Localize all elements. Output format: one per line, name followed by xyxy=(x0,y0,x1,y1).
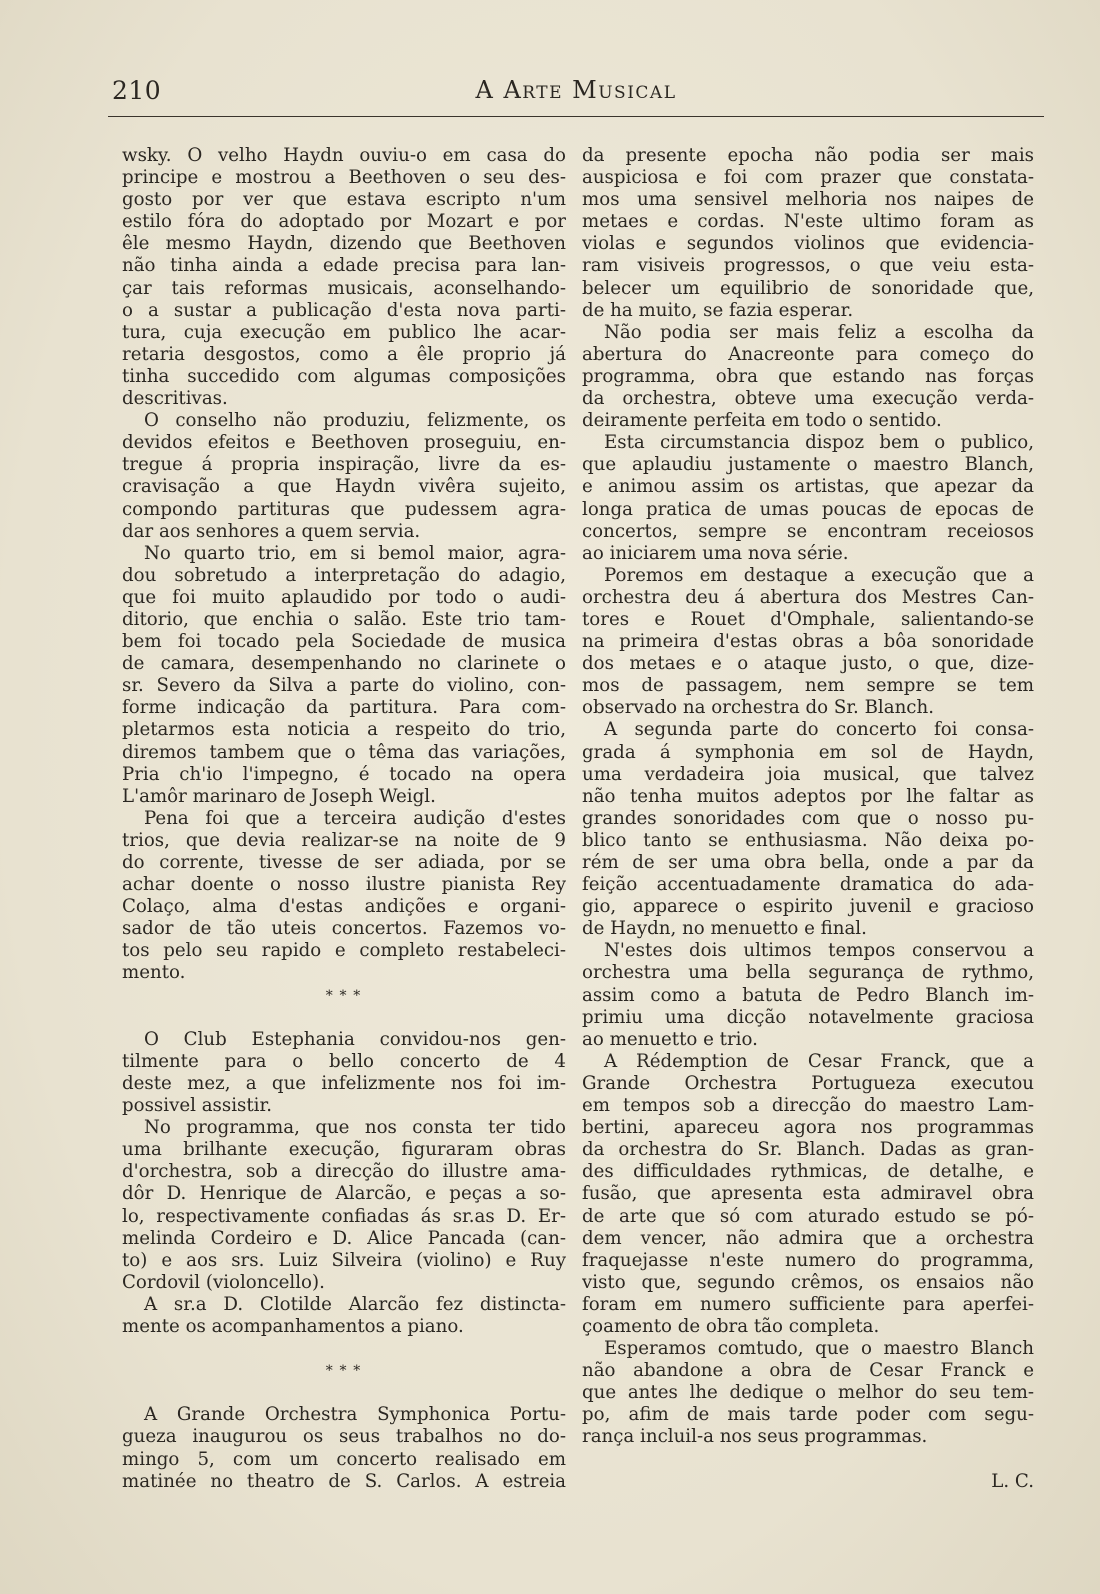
text-line: forme indicação da partitura. Para com- xyxy=(122,697,566,719)
text-line: deste mez, a que infelizmente nos foi im- xyxy=(122,1072,566,1094)
text-line: dôr D. Henrique de Alarcão, e peças a so- xyxy=(122,1183,566,1205)
text-line: Pena foi que a terceira audição d'estes xyxy=(144,807,566,829)
text-line: rém de ser uma obra bella, onde a par da xyxy=(582,852,1034,873)
text-line: pletarmos esta noticia a respeito do trio, xyxy=(122,719,566,741)
text-line: compondo partituras que pudessem agra- xyxy=(122,498,566,520)
text-line: na primeira d'estas obras a bôa sonoridade xyxy=(582,631,1034,653)
blank-line xyxy=(122,1338,566,1360)
text-line: descritivas. xyxy=(122,388,228,410)
text-line: da orchestra, obteve uma execução verda- xyxy=(582,388,1034,410)
text-line: programma, obra que estando nas forças xyxy=(582,365,1034,387)
text-line: devidos efeitos e Beethoven proseguiu, en- xyxy=(122,432,566,454)
text-line: mento. xyxy=(122,962,186,984)
blank-line xyxy=(582,1449,1034,1471)
text-line: e animou assim os artistas, que apezar da xyxy=(582,476,1034,498)
text-line: L'amôr marinaro de Joseph Weigl. xyxy=(122,785,436,807)
text-line: fraquejasse n'este numero do programma, xyxy=(582,1249,1034,1271)
text-line: ao iniciarem uma nova série. xyxy=(582,542,849,564)
text-line: Grande Orchestra Portugueza executou xyxy=(582,1072,1034,1094)
text-line: lo, respectivamente confiadas ás sr.as D. Er- xyxy=(122,1205,566,1227)
page-number: 210 xyxy=(112,76,162,105)
text-line: tinha succedido com algumas composições xyxy=(122,365,566,387)
text-line: rança incluil-a nos seus programmas. xyxy=(582,1426,928,1448)
text-line: de arte que só com aturado estudo se pó- xyxy=(582,1205,1034,1227)
text-line: retaria desgostos, como a êle proprio já xyxy=(122,343,566,365)
text-line: gosto por ver que estava escripto n'um xyxy=(122,189,566,211)
text-line: observado na orchestra do Sr. Blanch. xyxy=(582,697,934,719)
text-line: matinée no theatro de S. Carlos. A estreia xyxy=(122,1470,566,1492)
text-line: êle mesmo Haydn, dizendo que Beethoven xyxy=(122,233,566,255)
text-line: orchestra deu á abertura dos Mestres Can- xyxy=(582,586,1034,608)
text-line: concertos, sempre se encontram receiosos xyxy=(582,520,1034,542)
text-line: Pria ch'io l'impegno, é tocado na opera xyxy=(122,763,566,785)
text-line: assim como a batuta de Pedro Blanch im- xyxy=(582,984,1034,1006)
text-line: em tempos sob a direcção do maestro Lam- xyxy=(582,1095,1034,1117)
text-line: orchestra uma bella segurança de rythmo, xyxy=(582,962,1034,984)
text-line: sador de tão uteis concertos. Fazemos vo- xyxy=(122,918,566,940)
text-line: dem vencer, não admira que a orchestra xyxy=(582,1227,1034,1249)
text-line: A Grande Orchestra Symphonica Portu- xyxy=(144,1404,566,1426)
text-line: Poremos em destaque a execução que a xyxy=(604,564,1034,586)
text-line: Esperamos comtudo, que o maestro Blanch xyxy=(604,1338,1034,1360)
text-line: Esta circumstancia dispoz bem o publico, xyxy=(604,432,1034,454)
text-line: de Haydn, no menuetto e final. xyxy=(582,918,867,940)
text-line: longa pratica de umas poucas de epocas de xyxy=(582,498,1034,520)
text-line: mente os acompanhamentos a piano. xyxy=(122,1315,464,1337)
text-line: Não podia ser mais feliz a escolha da xyxy=(604,321,1034,343)
blank-line xyxy=(122,1007,566,1029)
text-line: da presente epocha não podia ser mais xyxy=(582,145,1034,166)
text-line: O conselho não produziu, felizmente, os xyxy=(144,410,566,432)
text-line: tregue á propria inspiração, livre da es- xyxy=(122,454,566,476)
text-line: blico tanto se enthusiasma. Não deixa po- xyxy=(582,829,1034,851)
text-line: trios, que devia realizar-se na noite de 9 xyxy=(122,829,566,851)
text-line: mos de passagem, nem sempre se tem xyxy=(582,675,1034,697)
text-line: cravisação a que Haydn vivêra sujeito, xyxy=(122,476,566,498)
text-line: abertura do Anacreonte para começo do xyxy=(582,343,1034,365)
right-column xyxy=(582,145,1034,1493)
text-line: A segunda parte do concerto foi consa- xyxy=(604,719,1034,741)
left-column xyxy=(122,145,566,1493)
text-line: deiramente perfeita em todo o sentido. xyxy=(582,410,942,432)
header-rule xyxy=(108,116,1044,117)
text-line: não tenha muitos adeptos por lhe faltar as xyxy=(582,785,1034,807)
text-line: to) e aos srs. Luiz Silveira (violino) e Ruy xyxy=(122,1249,566,1271)
text-line: do corrente, tivesse de ser adiada, por se xyxy=(122,852,566,873)
text-line: tura, cuja execução em publico lhe acar- xyxy=(122,321,566,343)
text-line: po, afim de mais tarde poder com segu- xyxy=(582,1404,1034,1426)
text-line: metaes e cordas. N'este ultimo foram as xyxy=(582,211,1034,233)
text-line: visto que, segundo crêmos, os ensaios não xyxy=(582,1271,1034,1293)
text-line: de ha muito, se fazia esperar. xyxy=(582,299,854,321)
text-line: A sr.a D. Clotilde Alarcão fez distincta- xyxy=(144,1293,566,1315)
text-line: uma brilhante execução, figuraram obras xyxy=(122,1139,566,1161)
text-line: não tinha ainda a edade precisa para lan- xyxy=(122,255,566,277)
text-line: bem foi tocado pela Sociedade de musica xyxy=(122,631,566,653)
text-line: wsky. O velho Haydn ouviu-o em casa do xyxy=(122,145,566,166)
text-line: tos pelo seu rapido e completo restabeleci- xyxy=(122,940,566,962)
text-line: Colaço, alma d'estas andições e organi- xyxy=(122,896,566,918)
section-separator: * * * xyxy=(325,987,363,1004)
text-line: uma verdadeira joia musical, que talvez xyxy=(582,763,1034,785)
text-line: dar aos senhores a quem servia. xyxy=(122,520,421,542)
text-line: dou sobretudo a interpretação do adagio, xyxy=(122,564,566,586)
text-line: mingo 5, com um concerto realisado em xyxy=(122,1448,566,1470)
text-line: d'orchestra, sob a direcção do illustre ama- xyxy=(122,1161,566,1183)
text-line: melinda Cordeiro e D. Alice Pancada (can- xyxy=(122,1227,566,1249)
text-line: foram em numero sufficiente para aperfei- xyxy=(582,1293,1034,1315)
text-line: primiu uma dicção notavelmente graciosa xyxy=(582,1006,1034,1028)
text-line: achar doente o nosso ilustre pianista Rey xyxy=(122,874,566,896)
text-line: mos uma sensivel melhoria nos naipes de xyxy=(582,189,1034,211)
text-line: gio, apparece o espirito juvenil e gracioso xyxy=(582,896,1034,918)
section-separator: * * * xyxy=(325,1363,363,1380)
text-line: ram visiveis progressos, o que veiu esta- xyxy=(582,255,1034,277)
text-line: sr. Severo da Silva a parte do violino, con- xyxy=(122,675,566,697)
text-line: dos metaes e o ataque justo, o que, dize- xyxy=(582,653,1034,675)
text-line: L. C. xyxy=(991,1470,1034,1492)
text-line: des difficuldades rythmicas, de detalhe, e xyxy=(582,1161,1034,1183)
text-line: grandes sonoridades com que o nosso pu- xyxy=(582,807,1034,829)
text-line: bertini, apareceu agora nos programmas xyxy=(582,1117,1034,1139)
text-line: tilmente para o bello concerto de 4 xyxy=(122,1050,566,1072)
text-line: ao menuetto e trio. xyxy=(582,1028,758,1050)
text-line: ditorio, que enchia o salão. Este trio tam- xyxy=(122,608,566,630)
text-line: feição accentuadamente dramatica do ada- xyxy=(582,874,1034,896)
text-line: No programma, que nos consta ter tido xyxy=(144,1117,566,1139)
running-title: A Arte Musical xyxy=(475,76,677,104)
text-line: o a sustar a publicação d'esta nova parti- xyxy=(122,299,566,321)
text-line: Cordovil (violoncello). xyxy=(122,1271,325,1293)
text-line: O Club Estephania convidou-nos gen- xyxy=(144,1028,566,1050)
text-line: N'estes dois ultimos tempos conservou a xyxy=(604,940,1034,962)
text-line: estilo fóra do adoptado por Mozart e por xyxy=(122,211,566,233)
text-line: de camara, desempenhando no clarinete o xyxy=(122,653,566,675)
text-line: que aplaudiu justamente o maestro Blanch, xyxy=(582,454,1034,476)
blank-line xyxy=(122,1382,566,1404)
text-line: çoamento de obra tão completa. xyxy=(582,1315,880,1337)
text-line: possivel assistir. xyxy=(122,1095,272,1117)
text-line: violas e segundos violinos que evidencia- xyxy=(582,233,1034,255)
text-line: No quarto trio, em si bemol maior, agra- xyxy=(144,542,566,564)
text-line: grada á symphonia em sol de Haydn, xyxy=(582,741,1034,763)
text-line: çar tais reformas musicais, aconselhando- xyxy=(122,277,566,299)
text-line: da orchestra do Sr. Blanch. Dadas as gran- xyxy=(582,1139,1034,1161)
text-line: gueza inaugurou os seus trabalhos no do- xyxy=(122,1426,566,1448)
text-line: principe e mostrou a Beethoven o seu des- xyxy=(122,167,566,189)
text-line: tores e Rouet d'Omphale, salientando-se xyxy=(582,608,1034,630)
text-line: belecer um equilibrio de sonoridade que, xyxy=(582,277,1034,299)
text-line: que foi muito aplaudido por todo o audi- xyxy=(122,586,566,608)
text-line: auspiciosa e foi com prazer que constata- xyxy=(582,167,1034,189)
text-line: A Rédemption de Cesar Franck, que a xyxy=(604,1050,1034,1072)
text-line: fusão, que apresenta esta admiravel obra xyxy=(582,1183,1034,1205)
text-line: não abandone a obra de Cesar Franck e xyxy=(582,1360,1034,1382)
text-line: que antes lhe dedique o melhor do seu tem- xyxy=(582,1382,1034,1404)
page-header xyxy=(108,76,1044,108)
text-line: diremos tambem que o têma das variações, xyxy=(122,741,566,763)
